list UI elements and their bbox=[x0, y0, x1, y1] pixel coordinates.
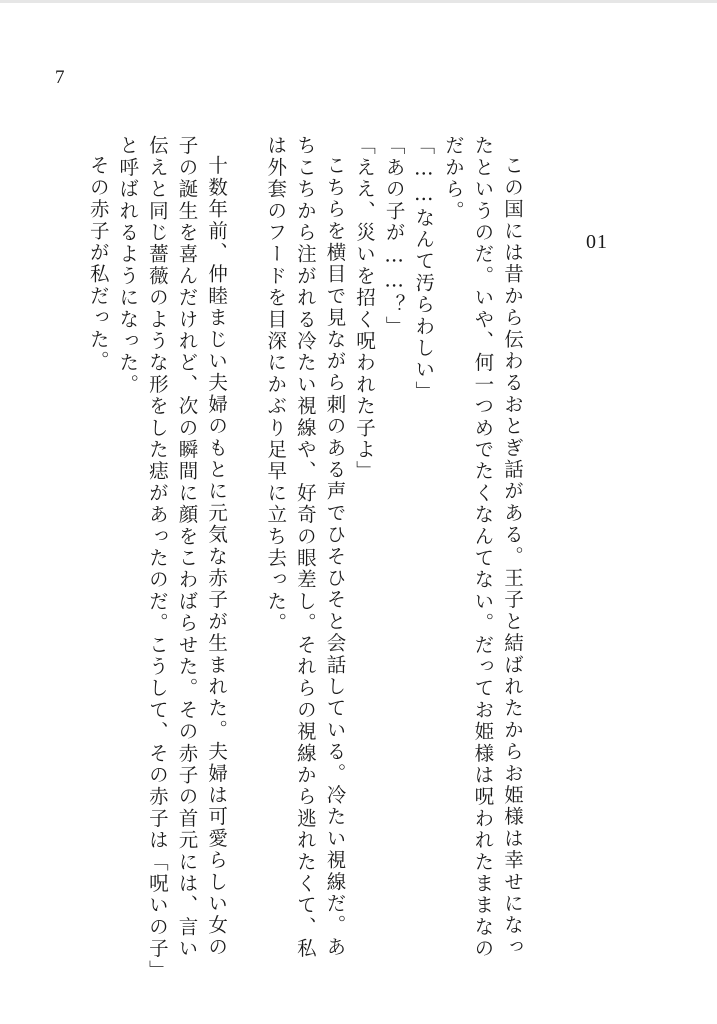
text-line: 「……なんて汚らわしい」 bbox=[412, 135, 436, 403]
page-number: 7 bbox=[55, 67, 65, 88]
text-line: 「あの子が……？」 bbox=[382, 135, 406, 338]
text-line: 十数年前、仲睦まじい夫婦のもとに元気な赤子が生まれた。夫婦は可愛らしい女の bbox=[205, 154, 229, 958]
text-line: 伝えと同じ薔薇のような形をした痣があったのだ。こうして、その赤子は「呪いの子」 bbox=[145, 135, 169, 982]
top-divider bbox=[0, 0, 717, 3]
text-line: 「ええ、災いを招く呪われた子よ」 bbox=[353, 135, 377, 483]
text-line: ちこちから注がれる冷たい視線や、好奇の眼差し。それらの視線から逃れたくて、私 bbox=[293, 135, 317, 960]
body-text bbox=[83, 135, 527, 982]
text-line: 子の誕生を喜んだけれど、次の瞬間に顔をこわばらせた。その赤子の首元には、言い bbox=[175, 135, 199, 960]
chapter-number: 01 bbox=[586, 231, 608, 253]
blank-line bbox=[231, 135, 261, 975]
text-line: と呼ばれるようになった。 bbox=[116, 135, 140, 396]
text-line: だから。 bbox=[441, 135, 465, 222]
text-line: たというのだ。いや、何一つめでたくなんてない。だってお姫様は呪われたままなの bbox=[471, 135, 495, 960]
text-line: こちらを横目で見ながら刺のある声でひそひそと会話している。冷たい視線だ。あ bbox=[323, 154, 347, 958]
text-line: この国には昔から伝わるおとぎ話がある。王子と結ばれたからお姫様は幸せになっ bbox=[501, 154, 524, 958]
text-line: は外套のフードを目深にかぶり足早に立ち去った。 bbox=[264, 135, 288, 635]
text-line: その赤子が私だった。 bbox=[86, 154, 110, 372]
